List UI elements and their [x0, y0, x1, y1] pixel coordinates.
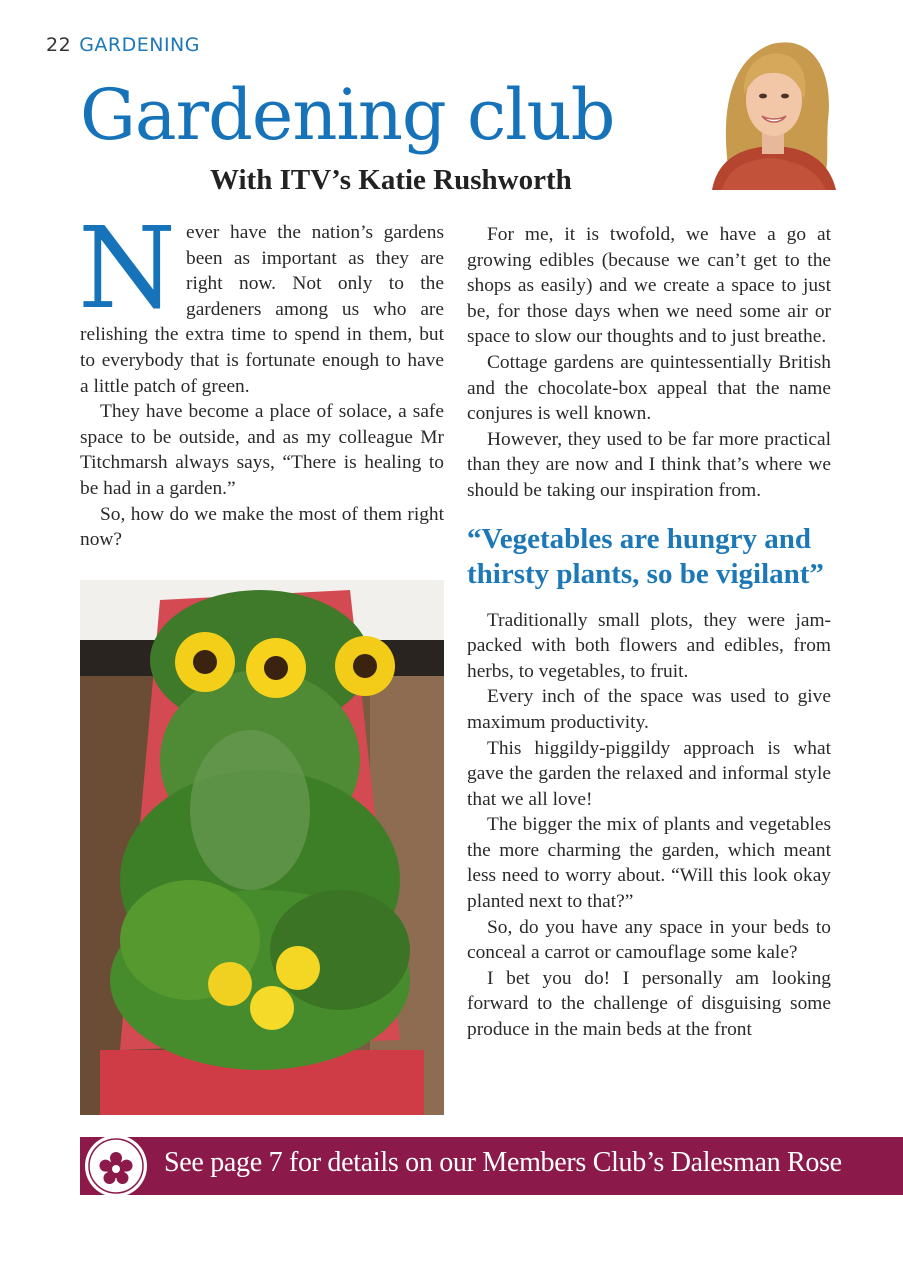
paragraph: The bigger the mix of plants and vegetables the more charming the garden, which meant less need to worry about. “Will this look okay planted next to that?”	[467, 814, 831, 913]
paragraph: For me, it is twofold, we have a go at growing edibles (because we can’t get to the shops as easily) and we create a space to just be, for those days when we need some air or space to slow our thoughts and to just breathe.	[467, 224, 831, 348]
planter-sunflowers-icon	[80, 580, 444, 1115]
section-label: GARDENING	[79, 34, 200, 56]
page-number: 22	[46, 34, 72, 56]
byline: With ITV’s Katie Rushworth	[210, 164, 572, 196]
paragraph: I bet you do! I personally am looking forward to the challenge of disguising some produce in the main beds at the front	[467, 967, 831, 1041]
banner-text[interactable]: See page 7 for details on our Members Club’s Dalesman Rose	[164, 1147, 842, 1178]
paragraph: So, do you have any space in your beds to conceal a carrot or camouflage some kale?	[467, 916, 831, 964]
paragraph: Every inch of the space was used to give maximum productivity.	[467, 686, 831, 733]
paragraph: This higgildy-piggildy approach is what gave the garden the relaxed and informal style that we all love!	[467, 737, 831, 810]
drop-cap: N	[78, 204, 176, 334]
page-title: Gardening club	[80, 74, 615, 156]
paragraph-text: ever have the nation’s gardens been as important as they are right now. Not only to the gardeners among us who are relishing the extra time to spend in them, but to everybody that is fortunate enough to have a little patch of green.	[80, 222, 444, 397]
paragraph: They have become a place of solace, a safe space to be outside, and as my colleague Mr Titchmarsh always says, “There is healing to be had in a garden.”	[80, 401, 444, 499]
paragraph: However, they used to be far more practical than they are now and I think that’s where we should be taking our inspiration from.	[467, 428, 831, 501]
author-portrait	[712, 30, 836, 190]
paragraph: Traditionally small plots, they were jam-packed with both flowers and edibles, from herbs, to vegetables, to fruit.	[467, 609, 831, 682]
members-club-banner[interactable]	[80, 1137, 903, 1195]
right-column	[467, 222, 831, 1043]
paragraph: Cottage gardens are quintessentially British and the chocolate-box appeal that the name conjures is well known.	[467, 351, 831, 425]
paragraph: So, how do we make the most of them right now?	[80, 503, 444, 551]
person-portrait-icon	[712, 30, 836, 190]
pull-quote: “Vegetables are hungry and thirsty plants, so be vigilant”	[467, 522, 824, 590]
dalesman-rose-logo-icon	[80, 1133, 152, 1199]
paragraph	[78, 204, 444, 399]
left-column	[78, 204, 444, 553]
folio	[46, 34, 200, 56]
planter-photo	[80, 580, 444, 1115]
